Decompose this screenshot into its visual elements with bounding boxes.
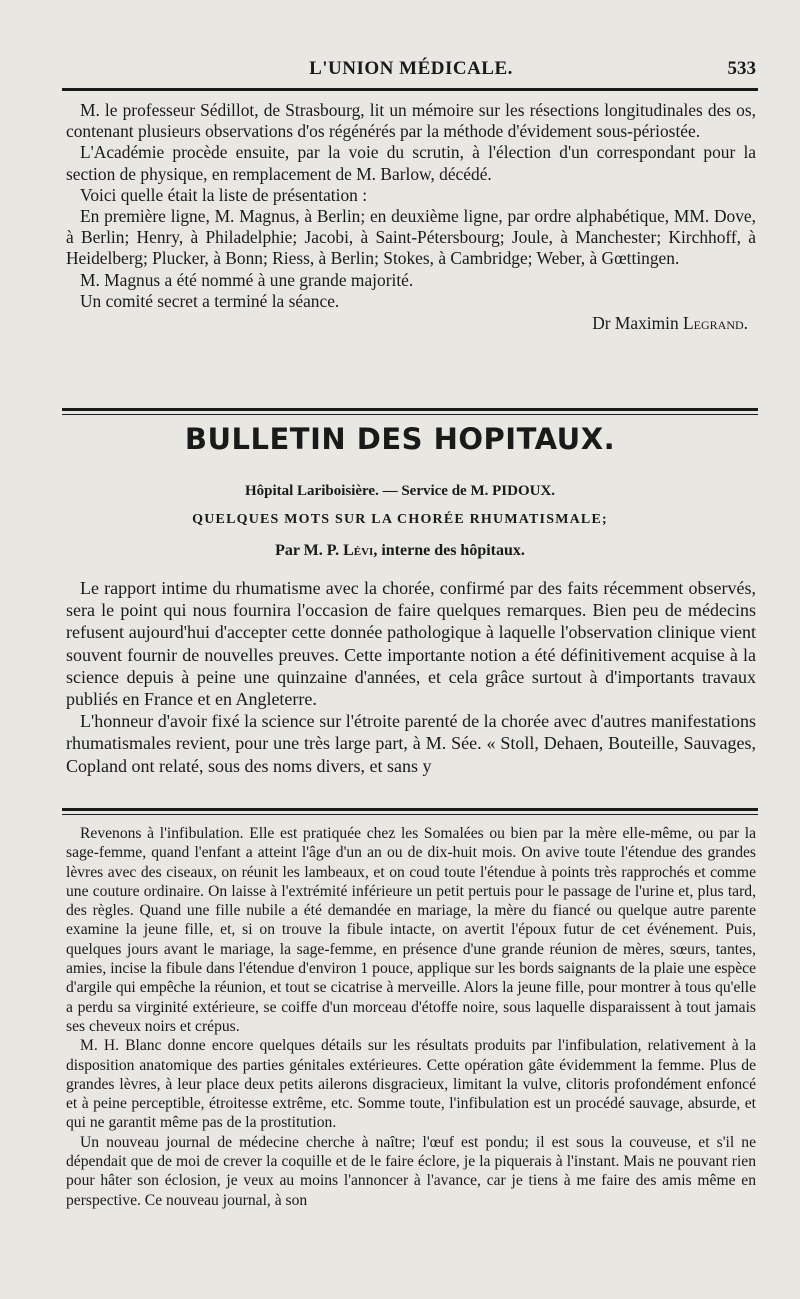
feuilleton: [66, 824, 756, 1210]
paragraph: M. Magnus a été nommé à une grande majorité.: [80, 269, 414, 290]
paragraph: Un comité secret a terminé la séance.: [80, 290, 340, 311]
author-suffix: , interne des hôpitaux.: [373, 542, 525, 559]
feuilleton-rule-thin: [62, 814, 758, 815]
section-rule-thick: [62, 408, 758, 411]
paragraph: L'honneur d'avoir fixé la science sur l'étroite parenté de la chorée avec d'autres manifestations rhumatismales revient, pour une très large part, à M. Sée. « Stoll, Dehaen, Bouteille, Sauvages, Copland ont relaté, sous des noms divers, et sans y: [66, 711, 756, 776]
author-name: Lévi: [343, 542, 374, 559]
author-prefix: Par M. P.: [275, 542, 344, 559]
service-line: Hôpital Lariboisière. — Service de M. PIDOUX.: [244, 483, 556, 499]
header-rule: [62, 88, 758, 91]
academy-report: [66, 100, 756, 334]
signature: [66, 312, 756, 334]
paragraph: Revenons à l'infibulation. Elle est pratiquée chez les Somalées ou bien par la mère elle-même, ou par la sage-femme, quand l'enfant a atteint l'âge d'un an ou de dix-huit mois. On avive toute l'étendue des grandes lèvres avec des ciseaux, on réunit les lambeaux, et on coud toute l'étendue à points très rapprochés et comme une couture ordinaire. On laisse à l'extrémité inférieure un petit pertuis pour le passage de l'urine et, plus tard, des règles. Quand une fille nubile a été demandée en mariage, la mère du fiancé ou quelque autre parente examine la jeune fille, et, si on trouve la fibule intacte, on avertit l'époux futur de cet événement. Puis, quelques jours avant le mariage, la sage-femme, en présence d'une grande réunion de mères, sœurs, tantes, amies, incise la fibule dans l'étendue d'environ 1 pouce, applique sur les bords saignants de la plaie une espèce d'argile qui empêche la réunion, et tout se cicatrise à merveille. Alors la jeune fille, pour montrer à tous qu'elle a perdu sa virginité extérieure, se coiffe d'un morceau d'étoffe noire, sous laquelle disparaissent à tout jamais ses cheveux noirs et crépus.: [66, 825, 756, 1035]
signature-prefix: Dr Maximin: [592, 313, 684, 334]
paragraph: Un nouveau journal de médecine cherche à naître; l'œuf est pondu; il est sous la couveuse, et s'il ne dépendait que de moi de crever la coquille et de le faire éclore, je la piquerais à l'instant. Mais ne pouvant rien pour hâter son éclosion, je veux au moins l'annoncer à l'avance, car je tiens à me faire des amis même en perspective. Ce nouveau journal, à son: [66, 1133, 756, 1209]
journal-title: L'UNION MÉDICALE.: [309, 58, 513, 79]
paragraph: Voici quelle était la liste de présentation :: [80, 184, 368, 205]
bulletin-heading: BULLETIN DES HOPITAUX.: [184, 422, 616, 456]
paragraph: M. le professeur Sédillot, de Strasbourg, lit un mémoire sur les résections longitudinales des os, contenant plusieurs observations d'os régénérés par la méthode d'évidement sous-périostée.: [66, 100, 756, 142]
section-rule-thin: [62, 414, 758, 415]
page-header: [66, 56, 756, 86]
author-line: [0, 542, 800, 560]
paragraph: L'Académie procède ensuite, par la voie du scrutin, à l'élection d'un correspondant pour la section de physique, en remplacement de M. Barlow, décédé.: [66, 142, 756, 184]
page-number: 533: [727, 58, 756, 79]
feuilleton-rule-thick: [62, 808, 758, 811]
signature-name: Legrand.: [683, 313, 748, 334]
paragraph: M. H. Blanc donne encore quelques détails sur les résultats produits par l'infibulation, relativement à la disposition anatomique des parties génitales extérieures. Cette opération gâte évidemment la femme. Plus de grandes lèvres, à leur place deux petits ailerons disgracieux, limitant la vulve, clitoris profondément enfoncé et à peine perceptible, étroitesse extrême, etc. Somme toute, l'infibulation est un procédé sauvage, absurde, et qui ne garantit même pas de la prostitution.: [66, 1037, 756, 1132]
article-body: [66, 577, 756, 777]
article-title: QUELQUES MOTS SUR LA CHORÉE RHUMATISMALE;: [192, 512, 608, 527]
paragraph: Le rapport intime du rhumatisme avec la chorée, confirmé par des faits récemment observés, sera le point qui nous fournira l'occasion de faire quelques remarques. Bien peu de médecins refusent aujourd'hui d'accepter cette donnée pathologique à laquelle l'observation clinique vient souvent fournir de nouvelles preuves. Cette importante notion a été définitivement acquise à la science depuis à peine une quinzaine d'années, et cela grâce surtout à d'importants travaux publiés en France et en Angleterre.: [66, 578, 756, 710]
paragraph: En première ligne, M. Magnus, à Berlin; en deuxième ligne, par ordre alphabétique, MM. Dove, à Berlin; Henry, à Philadelphie; Jacobi, à Saint-Pétersbourg; Joule, à Manchester; Kirchhoff, à Heidelberg; Plucker, à Bonn; Riess, à Berlin; Stokes, à Cambridge; Weber, à Gœttingen.: [66, 206, 756, 269]
